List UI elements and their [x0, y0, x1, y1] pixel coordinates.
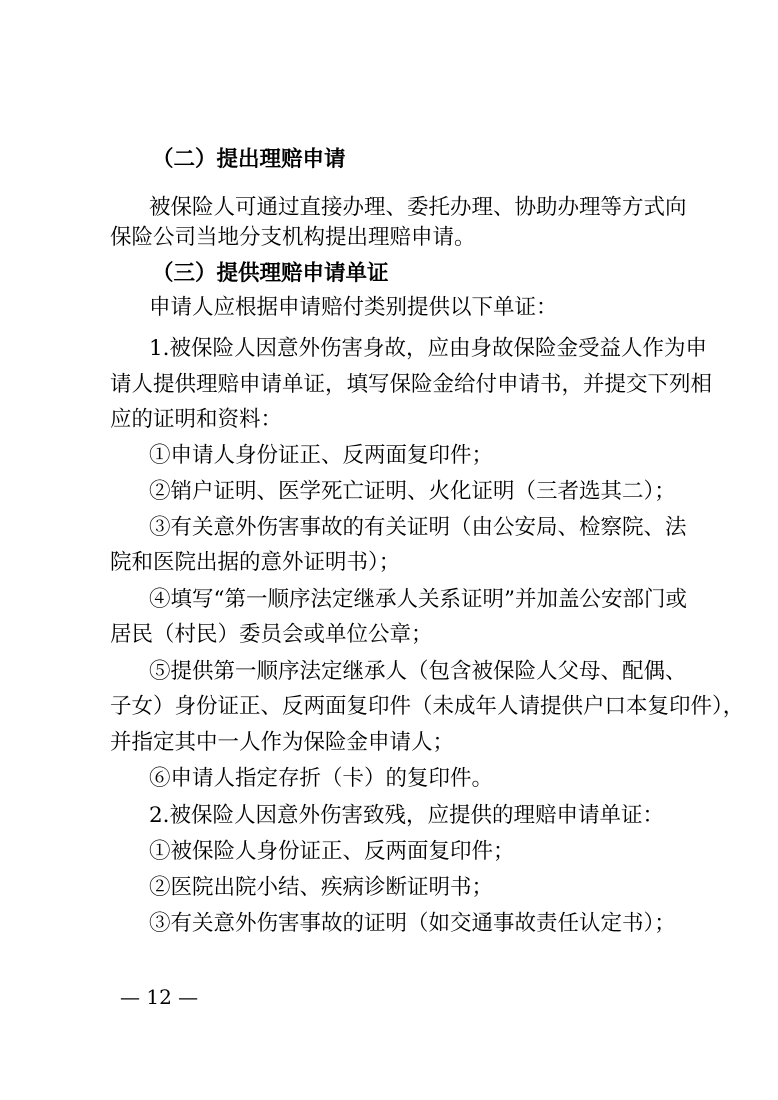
- paragraph-line: 并指定其中一人作为保险金申请人；: [110, 730, 455, 755]
- sub-item: ③有关意外伤害事故的有关证明（由公安局、检察院、法: [149, 515, 687, 540]
- sub-item: ①被保险人身份证正、反两面复印件；: [149, 839, 515, 864]
- sub-item: ③有关意外伤害事故的证明（如交通事故责任认定书）；: [149, 911, 676, 936]
- paragraph-line: 子女）身份证正、反两面复印件（未成年人请提供户口本复印件），: [110, 694, 745, 719]
- paragraph-line: 请人提供理赔申请单证，填写保险金给付申请书，并提交下列相: [110, 372, 713, 397]
- paragraph-line: 院和医院出据的意外证明书）；: [110, 550, 401, 575]
- sub-item: ②销户证明、医学死亡证明、火化证明（三者选其二）；: [149, 479, 676, 504]
- paragraph-line: 保险公司当地分支机构提出理赔申请。: [110, 225, 476, 250]
- paragraph-line: 被保险人可通过直接办理、委托办理、协助办理等方式向: [149, 195, 687, 220]
- section-heading-provide-documents: （三）提供理赔申请单证: [152, 261, 389, 286]
- paragraph-line: 应的证明和资料：: [110, 407, 283, 432]
- list-item-disability-claim: 2.被保险人因意外伤害致残，应提供的理赔申请单证：: [149, 803, 665, 828]
- sub-item: ②医院出院小结、疾病诊断证明书；: [149, 875, 494, 900]
- sub-item: ①申请人身份证正、反两面复印件；: [149, 443, 494, 468]
- sub-item: ④填写“第一顺序法定继承人关系证明”并加盖公安部门或: [149, 587, 687, 612]
- section-heading-submit-claim: （二）提出理赔申请: [152, 147, 346, 172]
- list-item-death-claim: 1.被保险人因意外伤害身故，应由身故保险金受益人作为申: [149, 336, 708, 361]
- page-number: — 12 —: [120, 985, 199, 1009]
- paragraph-line: 居民（村民）委员会或单位公章；: [110, 622, 433, 647]
- sub-item: ⑥申请人指定存折（卡）的复印件。: [149, 766, 494, 791]
- sub-item: ⑤提供第一顺序法定继承人（包含被保险人父母、配偶、: [149, 659, 687, 684]
- paragraph-line: 申请人应根据申请赔付类别提供以下单证：: [149, 295, 558, 320]
